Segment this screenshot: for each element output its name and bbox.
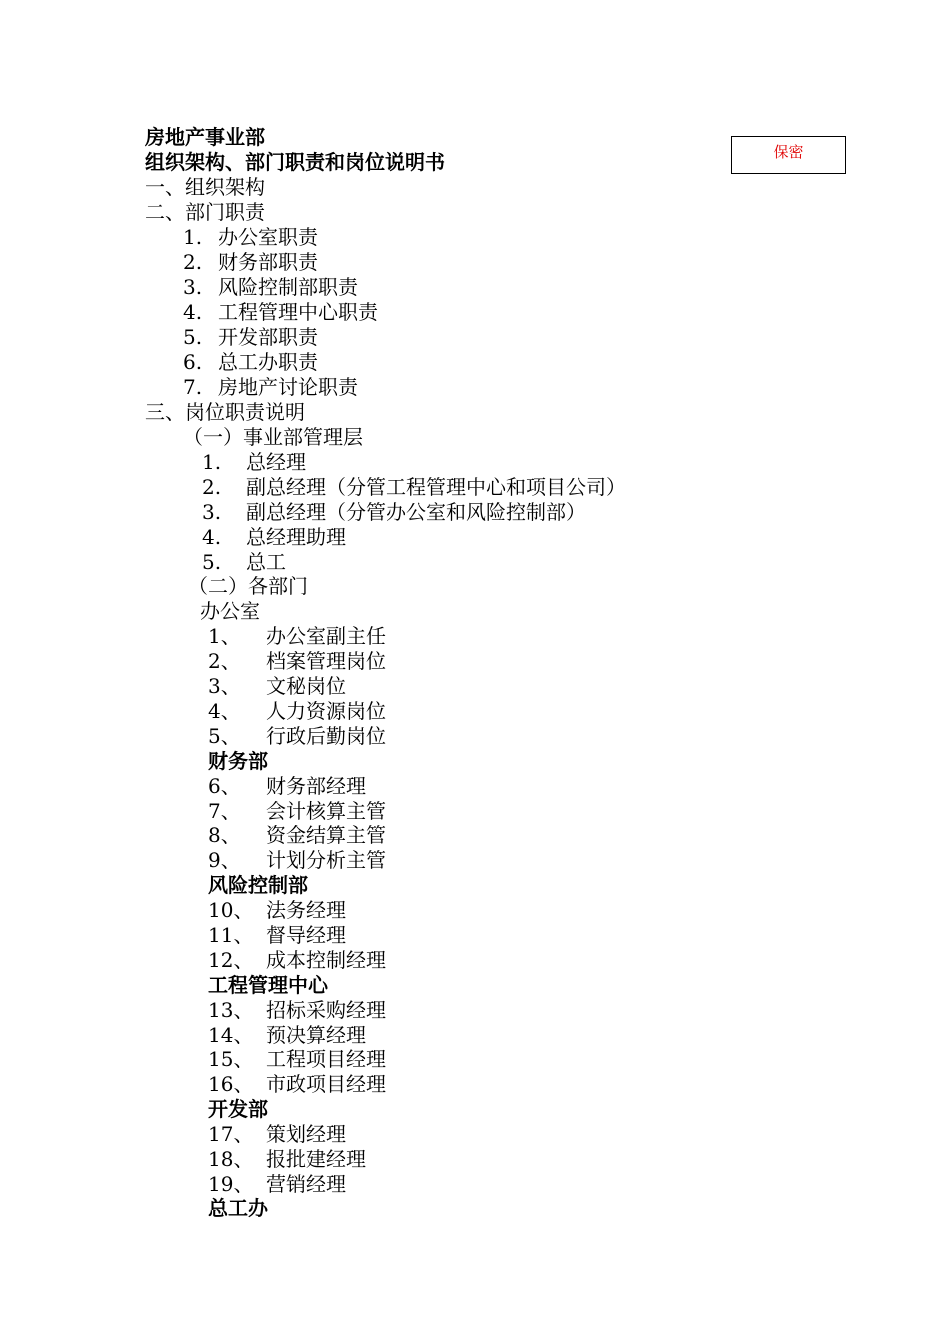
confidential-stamp: 保密	[731, 136, 846, 174]
list-item: 7、 会计核算主管	[208, 799, 386, 823]
list-item: 14、 预决算经理	[208, 1023, 366, 1047]
list-item: 13、 招标采购经理	[208, 998, 386, 1022]
section-org-structure: 一、组织架构	[145, 175, 265, 199]
section-job-descriptions: 三、岗位职责说明	[145, 400, 305, 424]
departments-heading: （二）各部门	[188, 574, 308, 598]
list-item: 2. 财务部职责	[183, 250, 318, 274]
list-item: 5. 开发部职责	[183, 325, 318, 349]
list-item: 3. 副总经理（分管办公室和风险控制部）	[202, 500, 586, 524]
list-item: 2、 档案管理岗位	[208, 649, 386, 673]
list-item: 5、 行政后勤岗位	[208, 724, 386, 748]
list-item: 15、 工程项目经理	[208, 1047, 386, 1071]
list-item: 7. 房地产讨论职责	[183, 375, 358, 399]
list-item: 3. 风险控制部职责	[183, 275, 358, 299]
dept-development-heading: 开发部	[208, 1097, 268, 1121]
dept-office-heading: 办公室	[200, 599, 260, 623]
dept-chief-engineer-heading: 总工办	[208, 1196, 268, 1220]
list-item: 9、 计划分析主管	[208, 848, 386, 872]
list-item: 6、 财务部经理	[208, 774, 366, 798]
list-item: 6. 总工办职责	[183, 350, 318, 374]
list-item: 3、 文秘岗位	[208, 674, 346, 698]
management-heading: （一）事业部管理层	[183, 425, 363, 449]
list-item: 1、 办公室副主任	[208, 624, 386, 648]
list-item: 4. 总经理助理	[202, 525, 346, 549]
list-item: 1. 总经理	[202, 450, 306, 474]
dept-risk-heading: 风险控制部	[208, 873, 308, 897]
list-item: 17、 策划经理	[208, 1122, 346, 1146]
list-item: 4、 人力资源岗位	[208, 699, 386, 723]
document-title: 组织架构、部门职责和岗位说明书	[145, 150, 445, 174]
list-item: 1. 办公室职责	[183, 225, 318, 249]
org-name: 房地产事业部	[145, 125, 265, 149]
list-item: 12、 成本控制经理	[208, 948, 386, 972]
list-item: 18、 报批建经理	[208, 1147, 366, 1171]
dept-finance-heading: 财务部	[208, 749, 268, 773]
list-item: 4. 工程管理中心职责	[183, 300, 378, 324]
list-item: 8、 资金结算主管	[208, 823, 386, 847]
list-item: 16、 市政项目经理	[208, 1072, 386, 1096]
list-item: 19、 营销经理	[208, 1172, 346, 1196]
dept-engineering-heading: 工程管理中心	[208, 973, 328, 997]
list-item: 10、 法务经理	[208, 898, 346, 922]
list-item: 11、 督导经理	[208, 923, 346, 947]
list-item: 2. 副总经理（分管工程管理中心和项目公司）	[202, 475, 626, 499]
list-item: 5. 总工	[202, 550, 286, 574]
section-dept-duties: 二、部门职责	[145, 200, 265, 224]
